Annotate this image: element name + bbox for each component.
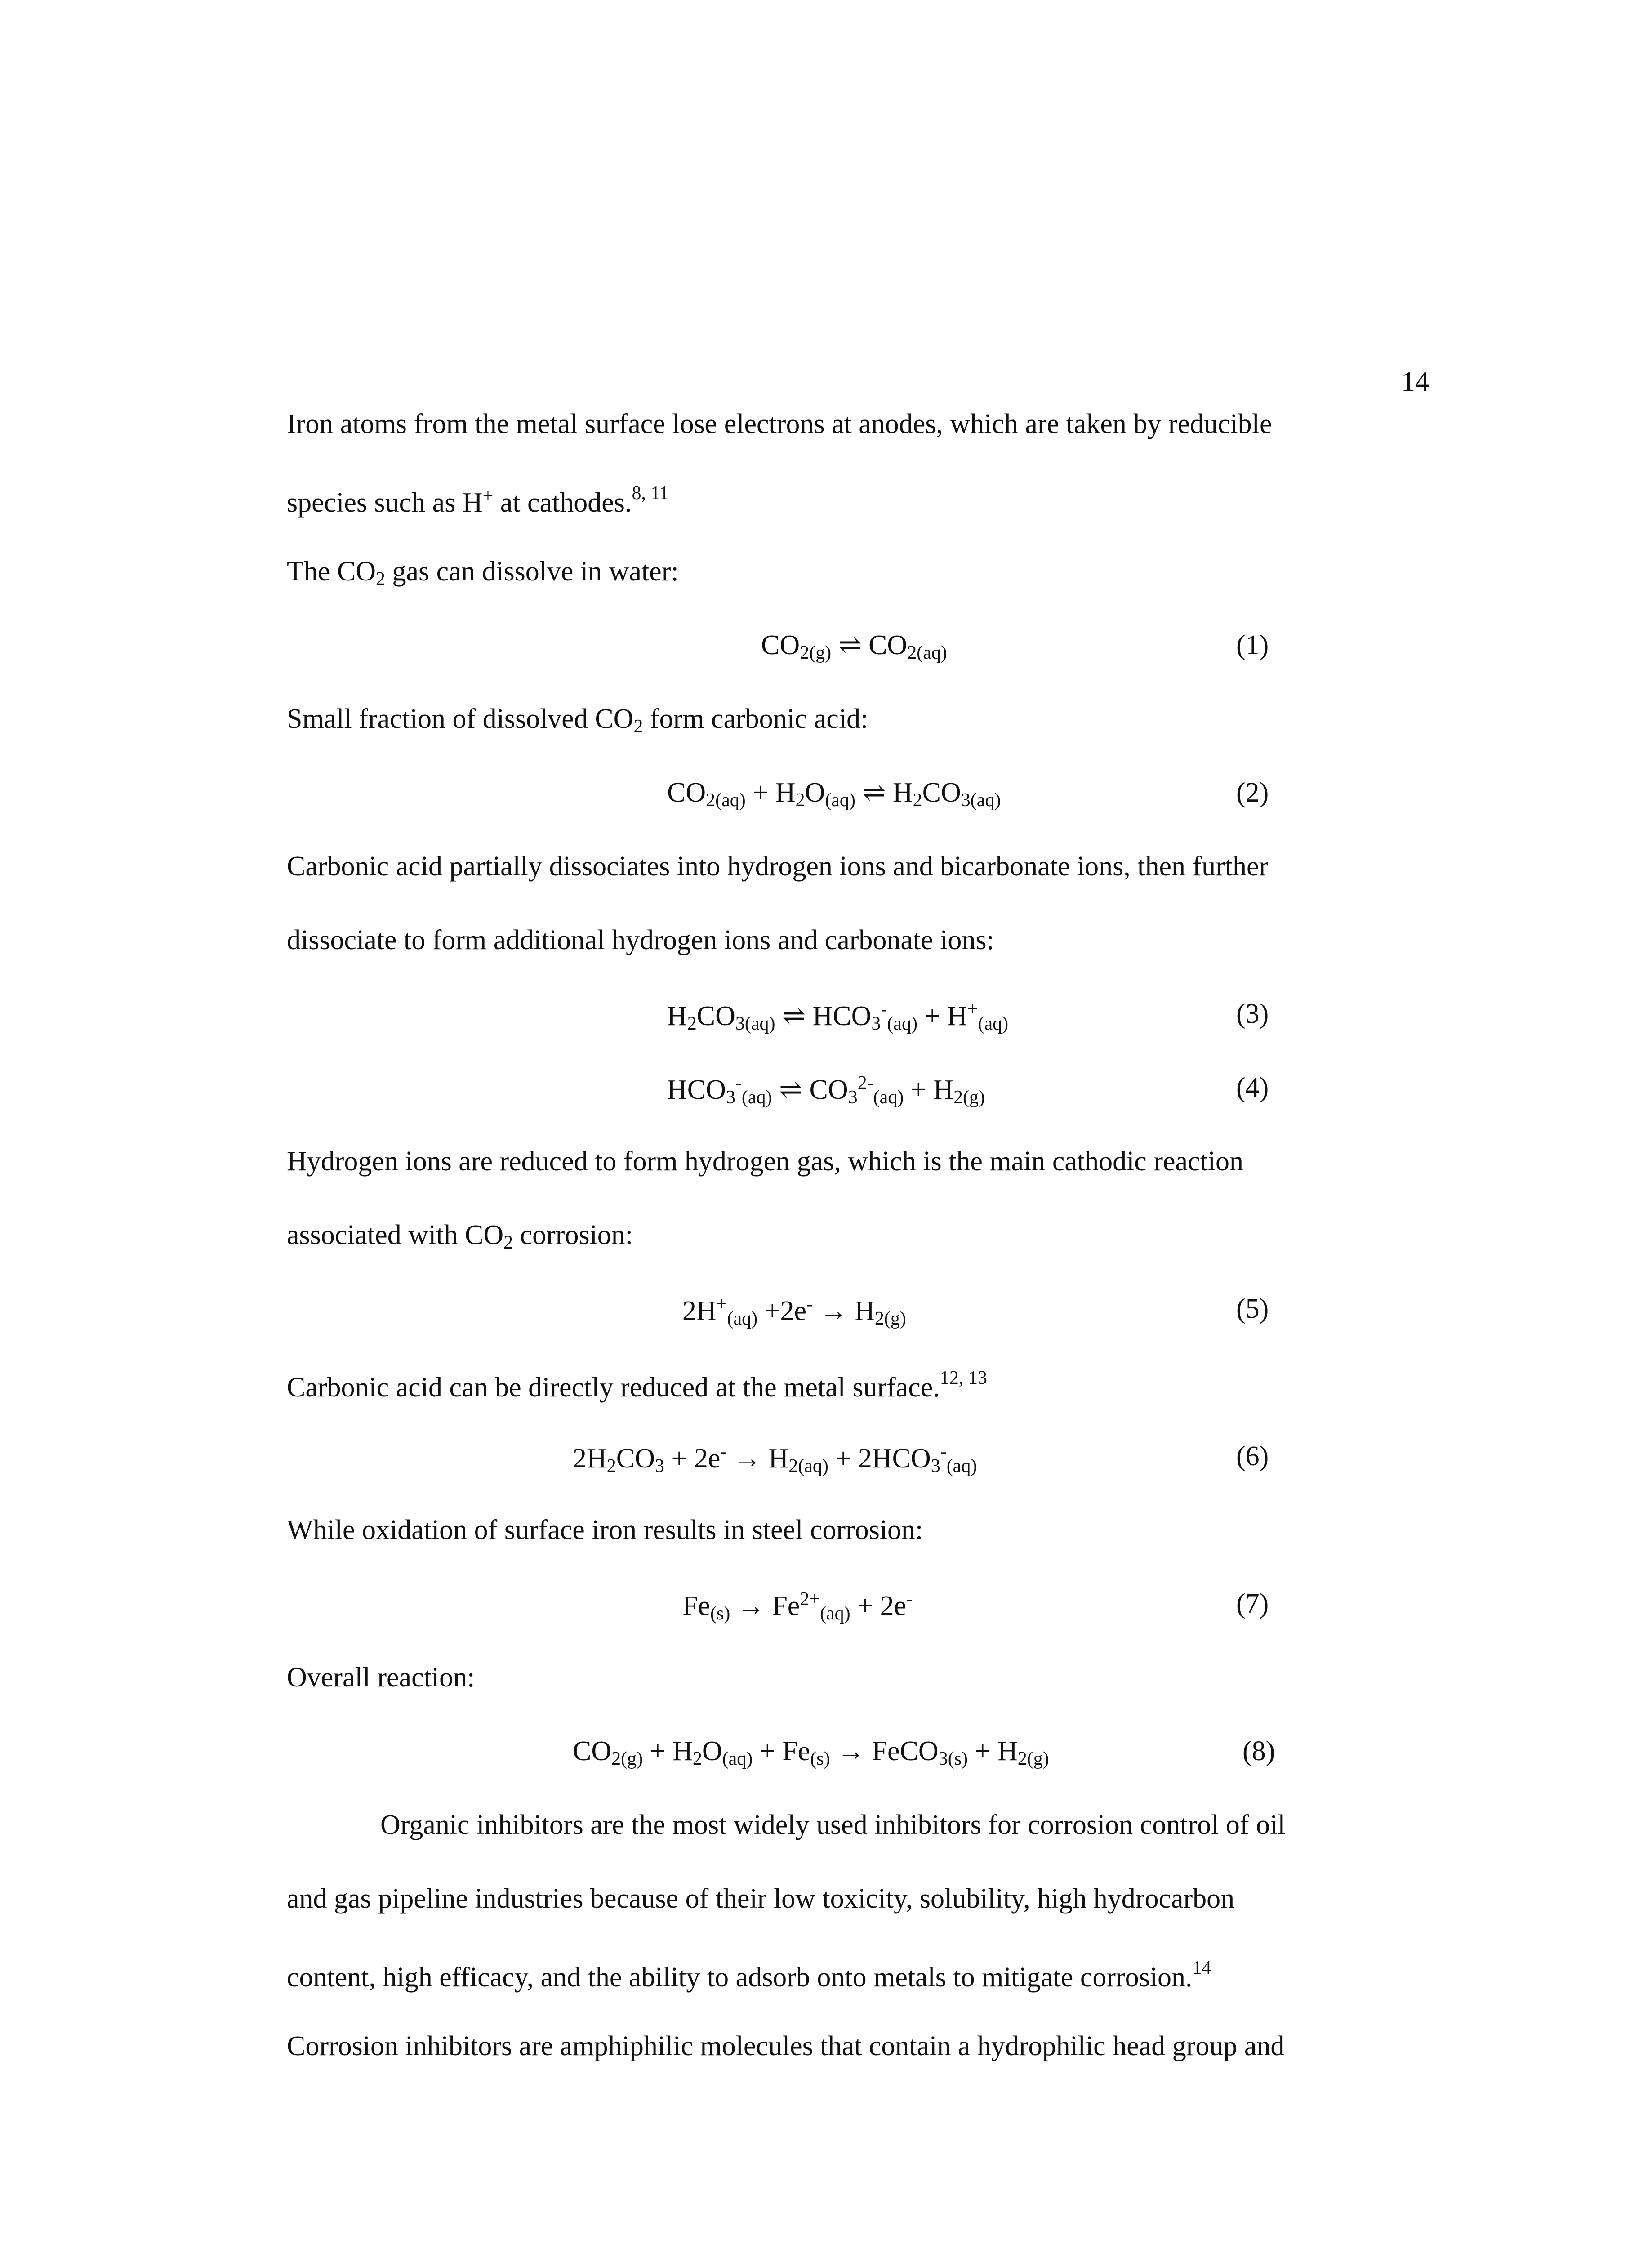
text-line	[287, 1221, 633, 1252]
text-segment: Carbonic acid can be directly reduced at the metal surface.	[287, 1372, 940, 1403]
superscript: +	[482, 486, 494, 506]
text-line: Corrosion inhibitors are amphiphilic molecules that contain a hydrophilic head group and	[287, 2031, 1285, 2061]
text-line	[287, 1958, 1211, 1991]
equation-number: (6)	[1236, 1441, 1269, 1472]
equation-7: $Fe_{(s)} \to Fe^{2+}_{(aq)} + 2e^-$	[682, 1589, 913, 1624]
text-line: Carbonic acid partially dissociates into hydrogen ions and bicarbonate ions, then further	[287, 851, 1269, 882]
subscript: 2	[376, 569, 386, 589]
equation-1: $CO_{2(g)}$ ⇌ $CO_{2(aq)}$	[761, 630, 947, 663]
citation-ref: 8, 11	[632, 483, 669, 504]
text-line	[287, 558, 679, 589]
equation-number: (1)	[1236, 630, 1269, 660]
equation-number: (2)	[1236, 777, 1269, 808]
text-line: Organic inhibitors are the most widely used inhibitors for corrosion control of oil	[380, 1810, 1286, 1840]
text-line: dissociate to form additional hydrogen ions and carbonate ions:	[287, 925, 994, 955]
text-line	[287, 484, 669, 517]
text-segment: at cathodes.	[493, 487, 632, 518]
text-segment: gas can dissolve in water:	[385, 556, 679, 587]
text-segment: species such as H	[287, 487, 483, 518]
subscript: 2	[503, 1232, 513, 1253]
text-segment: associated with CO	[287, 1220, 504, 1250]
text-line	[287, 705, 868, 736]
text-segment: form carbonic acid:	[643, 704, 868, 734]
text-line: Overall reaction:	[287, 1662, 475, 1693]
text-segment: Small fraction of dissolved CO	[287, 704, 634, 734]
citation-ref: 12, 13	[940, 1368, 987, 1388]
equation-6: $2H_2CO_3 + 2e^- \to H_{2(aq)} + 2HCO_3^-_{(aq)}$	[573, 1441, 977, 1476]
equation-number: (5)	[1236, 1293, 1269, 1324]
text-segment: The CO	[287, 556, 376, 587]
equation-number: (3)	[1236, 999, 1269, 1029]
equation-number: (8)	[1242, 1736, 1275, 1766]
text-line: Iron atoms from the metal surface lose electrons at anodes, which are taken by reducible	[287, 409, 1272, 439]
equation-number: (4)	[1236, 1072, 1269, 1103]
equation-number: (7)	[1236, 1588, 1269, 1619]
text-line: While oxidation of surface iron results in steel corrosion:	[287, 1515, 923, 1545]
equation-3: $H_2CO_{3(aq)}$ ⇌ $HCO_3^-_{(aq)} + H^+_{(aq)}$	[667, 999, 1009, 1034]
page-number: 14	[1401, 366, 1429, 397]
equation-2: $CO_{2(aq)} + H_2O_{(aq)}$ ⇌ $H_2CO_{3(aq)}$	[667, 777, 1001, 811]
text-segment: content, high efficacy, and the ability to adsorb onto metals to mitigate corrosion.	[287, 1962, 1193, 1993]
subscript: 2	[633, 716, 643, 737]
text-line	[287, 1369, 987, 1401]
text-line: Hydrogen ions are reduced to form hydrogen gas, which is the main cathodic reaction	[287, 1146, 1243, 1177]
equation-5: $2H^+_{(aq)} +2e^- \to H_{2(g)}$	[682, 1294, 906, 1329]
text-segment: corrosion:	[513, 1220, 633, 1250]
equation-4: $HCO_3^-_{(aq)}$ ⇌ $CO_3^{2-}_{(aq)} + H_{2(g)}$	[667, 1073, 985, 1108]
text-line: and gas pipeline industries because of their low toxicity, solubility, high hydrocarbon	[287, 1883, 1235, 1914]
citation-ref: 14	[1192, 1958, 1211, 1978]
equation-8: $CO_{2(g)} + H_2O_{(aq)} + Fe_{(s)}$ → FeCO$_{3(s)}$ + $H_{2(g)}$	[573, 1736, 1049, 1769]
